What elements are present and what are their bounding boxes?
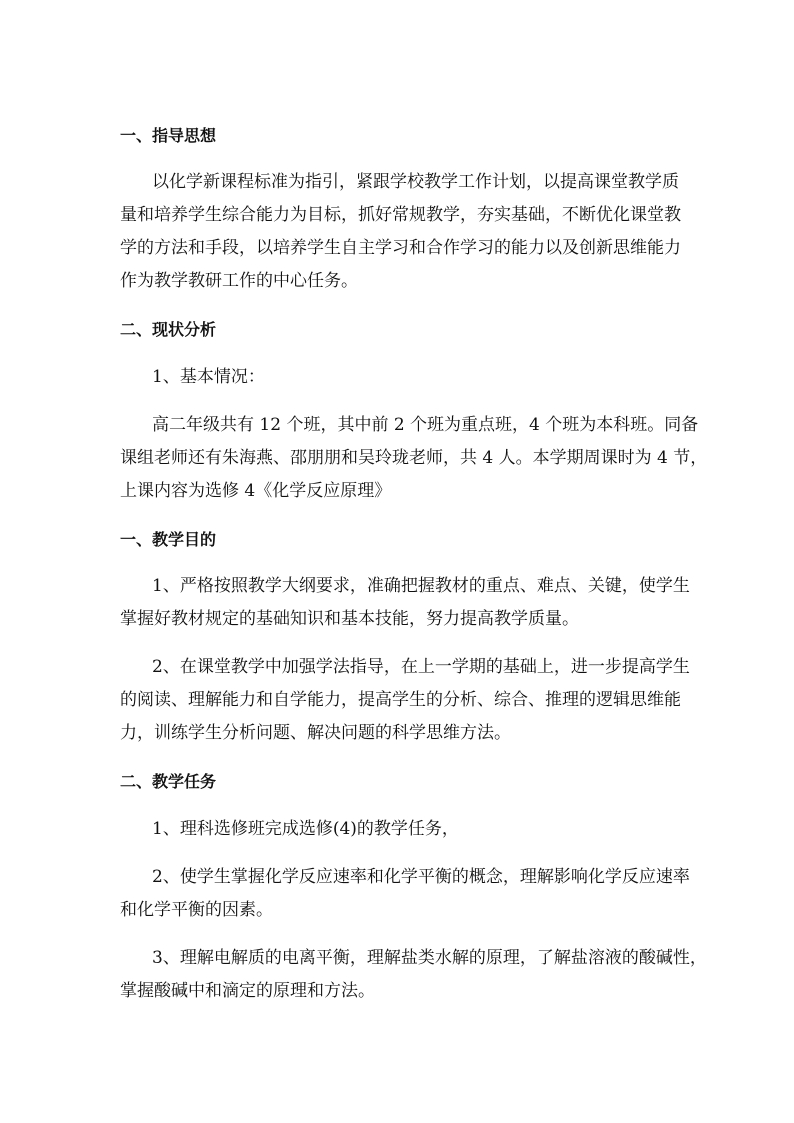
paragraph-line: 上课内容为选修 4《化学反应原理》 <box>120 481 392 501</box>
paragraph-line: 3、理解电解质的电离平衡，理解盐类水解的原理，了解盐溶液的酸碱性， <box>152 948 707 968</box>
paragraph-line: 以化学新课程标准为指引，紧跟学校教学工作计划，以提高课堂教学质 <box>152 172 679 192</box>
paragraph-line: 课组老师还有朱海燕、邵朋朋和吴玲珑老师，共 4 人。本学期周课时为 4 节， <box>120 448 708 468</box>
paragraph-line: 学的方法和手段，以培养学生自主学习和合作学习的能力以及创新思维能力 <box>120 238 681 258</box>
section-heading-guiding-ideology: 一、指导思想 <box>120 126 217 145</box>
paragraph-line: 1、严格按照教学大纲要求，准确把握教材的重点、难点、关键，使学生 <box>152 576 690 596</box>
paragraph-line: 作为教学教研工作的中心任务。 <box>120 271 358 291</box>
paragraph-line: 力，训练学生分析问题、解决问题的科学思维方法。 <box>120 723 511 743</box>
paragraph-line: 1、理科选修班完成选修(4)的教学任务， <box>152 819 459 839</box>
paragraph-line: 1、基本情况： <box>152 367 265 387</box>
paragraph-line: 和化学平衡的因素。 <box>120 900 273 920</box>
paragraph-line: 的阅读、理解能力和自学能力，提高学生的分析、综合、推理的逻辑思维能 <box>120 690 681 710</box>
paragraph-line: 量和培养学生综合能力为目标，抓好常规教学，夯实基础，不断优化课堂教 <box>120 205 681 225</box>
paragraph-line: 高二年级共有 12 个班，其中前 2 个班为重点班，4 个班为本科班。同备 <box>152 415 699 435</box>
paragraph-line: 2、使学生掌握化学反应速率和化学平衡的概念，理解影响化学反应速率 <box>152 867 690 887</box>
paragraph-line: 掌握酸碱中和滴定的原理和方法。 <box>120 981 375 1001</box>
section-heading-teaching-tasks: 二、教学任务 <box>120 772 217 791</box>
paragraph-line: 掌握好教材规定的基础知识和基本技能，努力提高教学质量。 <box>120 609 579 629</box>
section-heading-situation-analysis: 二、现状分析 <box>120 320 217 339</box>
section-heading-teaching-purpose: 一、教学目的 <box>120 530 217 549</box>
paragraph-line: 2、在课堂教学中加强学法指导，在上一学期的基础上，进一步提高学生 <box>152 657 690 677</box>
